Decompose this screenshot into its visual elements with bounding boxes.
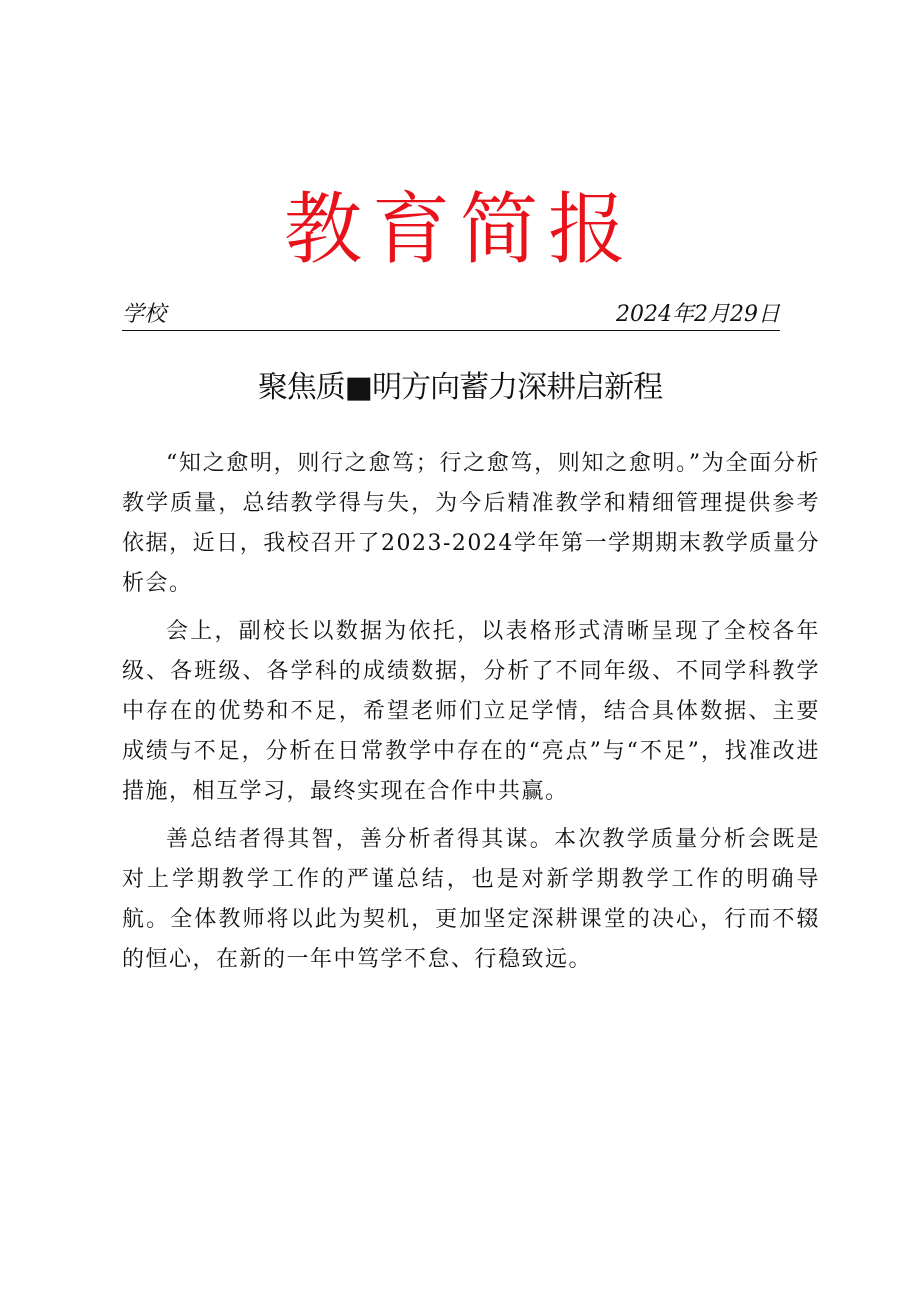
- article-body: [122, 444, 820, 988]
- article-paragraph: 善总结者得其智，善分析者得其谋。本次教学质量分析会既是对上学期教学工作的严谨总结，也是对新学期教学工作的明确导航。全体教师将以此为契机，更加坚定深耕课堂的决心，行而不辍的恒心，在新的一年中笃学不怠、行稳致远。: [122, 827, 820, 972]
- issue-date: 2024年2月29日: [616, 302, 780, 327]
- masthead-title: 教育简报: [283, 185, 636, 275]
- info-line: [122, 300, 780, 331]
- school-label: 学校: [122, 302, 167, 327]
- article-paragraph: 会上，副校长以数据为依托，以表格形式清晰呈现了全校各年级、各班级、各学科的成绩数据，分析了不同年级、不同学科教学中存在的优势和不足，希望老师们立足学情，结合具体数据、主要成绩与不足，分析在日常教学中存在的“亮点”与“不足”，找准改进措施，相互学习，最终实现在合作中共赢。: [122, 619, 820, 804]
- article-paragraph: “知之愈明，则行之愈笃；行之愈笃，则知之愈明。”为全面分析教学质量，总结教学得与失，为今后精准教学和精细管理提供参考依据，近日，我校召开了2023-2024学年第一学期期末教学质量分析会。: [122, 451, 820, 596]
- article-headline: 聚焦质■明方向蓄力深耕启新程: [257, 370, 663, 405]
